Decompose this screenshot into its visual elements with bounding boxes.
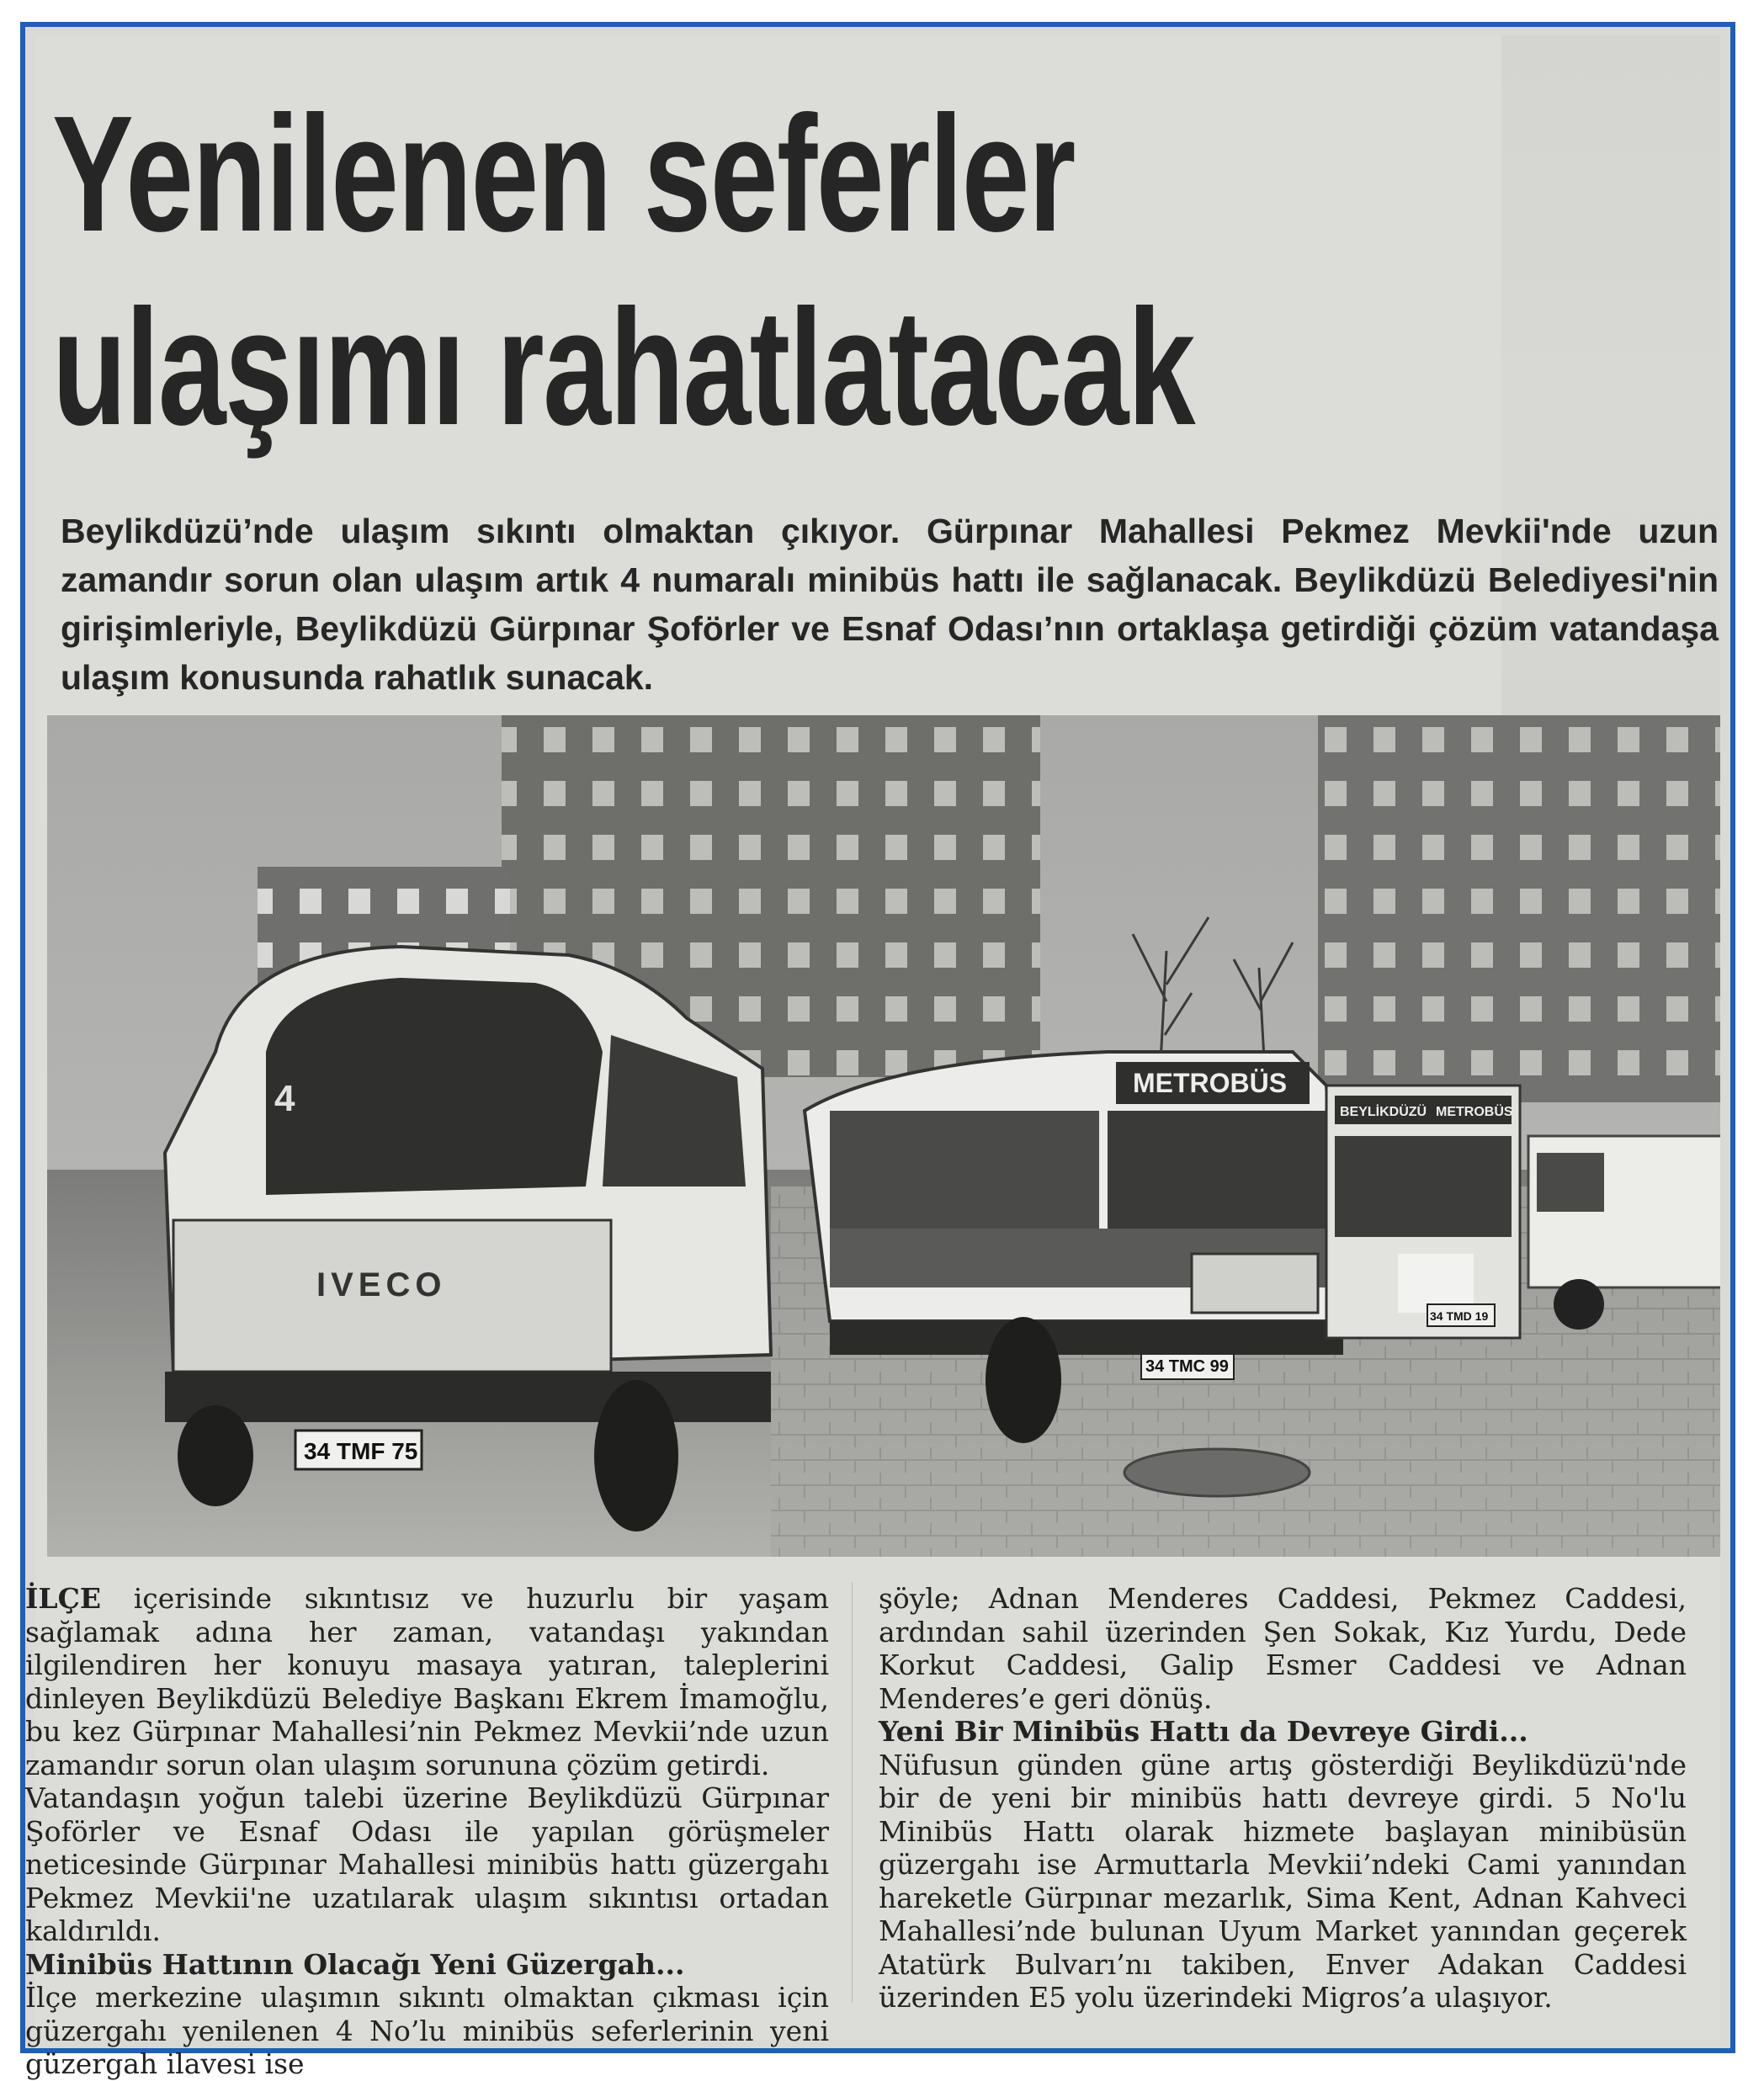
headline-line-2: ulaşımı rahatlatacak [52, 275, 1195, 459]
left-paragraph-3: İlçe merkezine ulaşımın sıkıntı olmaktan çıkması için güzergahı yenilenen 4 No’lu minibüs seferlerinin yeni güzergah ilavesi ise [25, 1981, 829, 2080]
bus2-plate: 34 TMD 19 [1430, 1309, 1489, 1323]
van-route-number: 4 [274, 1078, 295, 1119]
left-paragraph-1-text: içerisinde sıkıntısız ve huzurlu bir yaşam sağlamak adına her zaman, vatandaşı yakından ilgilendiren her konuyu masaya yatıran, taleplerini dinleyen Beylikdüzü Belediye Başkanı Ekrem İmamoğlu, bu kez Gürpınar Mahallesi’nin Pekmez Mevkii’nde uzun zamandır sorun olan ulaşım sorununa çözüm getirdi. [25, 1582, 829, 1781]
headline [52, 77, 1720, 465]
van-brand: IVECO [316, 1266, 447, 1303]
bus-plate: 34 TMC 99 [1145, 1357, 1229, 1376]
lead-paragraph: Beylikdüzü’nde ulaşım sıkıntı olmaktan çıkıyor. Gürpınar Mahallesi Pekmez Mevkii'nde uzun zamandır sorun olan ulaşım artık 4 numaralı minibüs hattı ile sağlanacak. Beylikdüzü Belediyesi'nin girişimleriyle, Beylikdüzü Gürpınar Şoförler ve Esnaf Odası’nın ortaklaşa getirdiği çözüm vatandaşa ulaşım konusunda rahatlık sunacak. [61, 512, 1719, 697]
column-divider [852, 1582, 853, 2003]
manhole-cover [1124, 1449, 1310, 1496]
bus-sign: METROBÜS [1133, 1068, 1288, 1098]
right-paragraph-2: Nüfusun günden güne artış gösterdiği Beylikdüzü'nde bir de yeni bir minibüs hattı devreye girdi. 5 No'lu Minibüs Hattı olarak hizmete başlayan minibüsün güzergahı ise Armuttarla Mevkii’ndeki Cami yanından hareketle Gürpınar mezarlık, Sima Kent, Adnan Kahveci Mahallesi’nde bulunan Uyum Market yanından geçerek Atatürk Bulvarı’nı takiben, Enver Adakan Caddesi üzerinden E5 yolu üzerindeki Migros’a ulaşıyor. [879, 1748, 1687, 2014]
left-paragraph-2: Vatandaşın yoğun talebi üzerine Beylikdüzü Gürpınar Şoförler ve Esnaf Odası ile yapılan görüşmeler neticesinde Gürpınar Mahallesi minibüs hattı güzergahı Pekmez Mevkii'ne uzatılarak ulaşım sıkıntısı ortadan kaldırıldı. [25, 1781, 829, 1947]
left-subhead: Minibüs Hattının Olacağı Yeni Güzergah... [25, 1947, 685, 1981]
article-column-right [879, 1582, 1687, 2015]
bus2-sign-right: METROBÜS [1436, 1105, 1513, 1119]
dateline-word: İLÇE [25, 1582, 102, 1615]
right-paragraph-1: şöyle; Adnan Menderes Caddesi, Pekmez Caddesi, ardından sahil üzerinden Şen Sokak, Kız Yurdu, Dede Korkut Caddesi, Galip Esmer Caddesi ve Adnan Menderes’e geri dönüş. [879, 1582, 1687, 1715]
bus2-sign-left: BEYLİKDÜZÜ [1340, 1105, 1427, 1119]
second-minibus [1326, 1086, 1520, 1338]
photo-illustration [47, 715, 1720, 1557]
van-plate: 34 TMF 75 [304, 1438, 418, 1464]
left-paragraph-1 [25, 1582, 829, 1781]
news-photo [47, 715, 1720, 1557]
headline-line-1: Yenilenen seferler [52, 82, 1075, 266]
article-column-left [25, 1582, 829, 2081]
right-subhead: Yeni Bir Minibüs Hattı da Devreye Girdi... [879, 1715, 1528, 1748]
